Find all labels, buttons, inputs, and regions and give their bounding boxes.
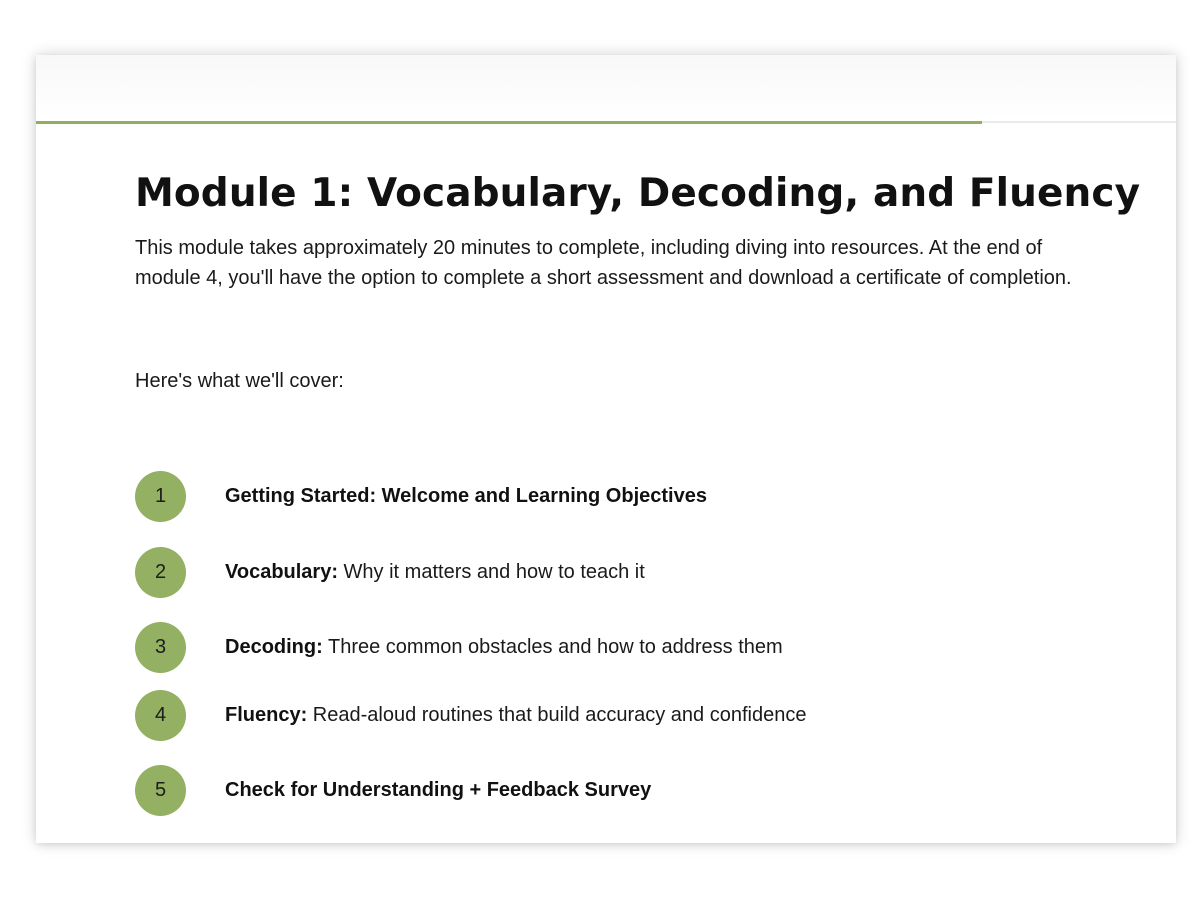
step-number-badge: 4 bbox=[135, 690, 186, 741]
progress-bar bbox=[36, 121, 1176, 123]
step-label-rest: Why it matters and how to teach it bbox=[338, 560, 645, 583]
step-label bbox=[225, 636, 783, 659]
step-label-bold: Check for Understanding + Feedback Survey bbox=[225, 778, 652, 801]
header-bar bbox=[36, 55, 1176, 121]
step-number-badge: 2 bbox=[135, 547, 186, 598]
step-number-badge: 3 bbox=[135, 622, 186, 673]
module-intro: This module takes approximately 20 minutes to complete, including diving into resources. At the end of module 4, you'll have the option to complete a short assessment and download a certificate of completion. bbox=[135, 237, 1072, 289]
step-label bbox=[225, 704, 806, 727]
step-label-rest: Three common obstacles and how to address them bbox=[322, 635, 783, 658]
step-label-bold: Vocabulary: bbox=[225, 560, 338, 583]
progress-fill bbox=[36, 121, 982, 124]
step-item-1[interactable] bbox=[135, 470, 1035, 522]
step-label-bold: Fluency: bbox=[225, 703, 308, 726]
step-label-bold: Getting Started: Welcome and Learning Objectives bbox=[225, 484, 707, 507]
step-number-badge: 5 bbox=[135, 765, 186, 816]
module-card bbox=[36, 55, 1176, 843]
step-number-badge: 1 bbox=[135, 471, 186, 522]
step-item-5[interactable] bbox=[135, 764, 1035, 816]
step-label-bold: Decoding: bbox=[225, 635, 323, 658]
step-item-3[interactable] bbox=[135, 621, 1035, 673]
step-label bbox=[225, 485, 707, 508]
cover-label: Here's what we'll cover: bbox=[135, 370, 344, 392]
page-title: Module 1: Vocabulary, Decoding, and Fluency bbox=[135, 171, 1141, 216]
step-item-2[interactable] bbox=[135, 546, 1035, 598]
step-label bbox=[225, 779, 651, 802]
step-item-4[interactable] bbox=[135, 689, 1035, 741]
step-label bbox=[225, 561, 645, 584]
step-label-rest: Read-aloud routines that build accuracy and confidence bbox=[307, 703, 807, 726]
